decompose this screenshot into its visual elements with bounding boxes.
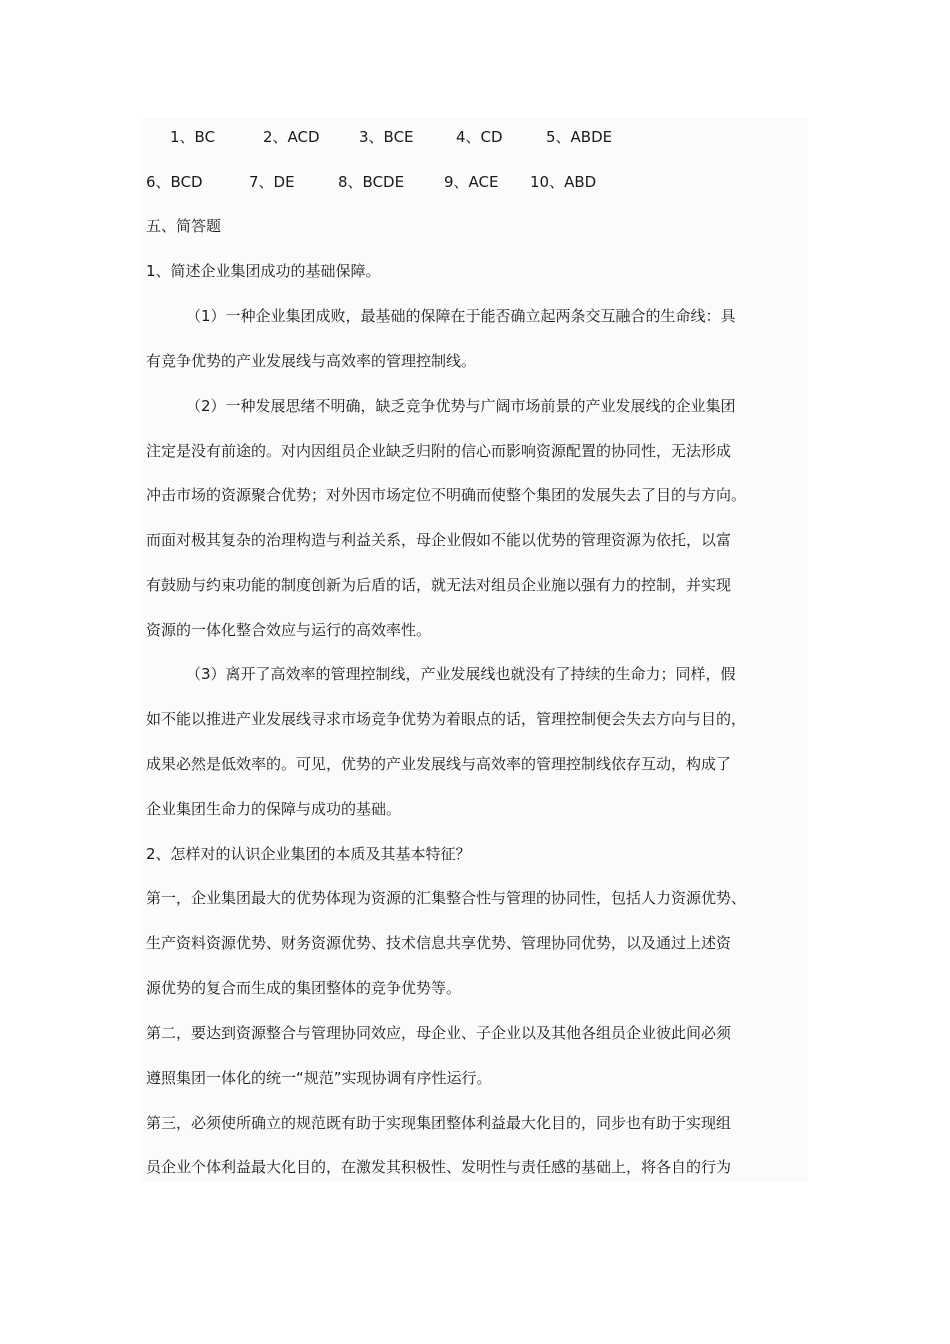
q1-paragraph-line: 注定是没有前途的。对内因组员企业缺乏归附的信心而影响资源配置的协同性，无法形成 <box>146 442 732 460</box>
q1-paragraph-line: 企业集团生命力的保障与成功的基础。 <box>146 800 402 818</box>
q2-paragraph-line: 遵照集团一体化的统一“规范”实现协调有序性运行。 <box>146 1069 492 1087</box>
q1-paragraph-line: 有鼓励与约束功能的制度创新为后盾的话，就无法对组员企业施以强有力的控制，并实现 <box>146 576 732 594</box>
answer-3: 3、BCE <box>359 128 414 146</box>
q2-paragraph-line: 生产资料资源优势、财务资源优势、技术信息共享优势、管理协同优势，以及通过上述资 <box>146 934 732 952</box>
q1-paragraph-line: （3）离开了高效率的管理控制线，产业发展线也就没有了持续的生命力；同样，假 <box>186 665 736 683</box>
q1-paragraph-line: 资源的一体化整合效应与运行的高效率性。 <box>146 621 432 639</box>
q1-paragraph-line: 如不能以推进产业发展线寻求市场竞争优势为着眼点的话，管理控制便会失去方向与目的， <box>146 710 747 728</box>
q2-paragraph-line: 第二，要达到资源整合与管理协同效应，母企业、子企业以及其他各组员企业彼此间必须 <box>146 1024 732 1042</box>
answer-1: 1、BC <box>170 128 216 146</box>
answer-2: 2、ACD <box>263 128 320 146</box>
answer-7: 7、DE <box>249 173 295 191</box>
q2-paragraph-line: 第三，必须使所确立的规范既有助于实现集团整体利益最大化目的，同步也有助于实现组 <box>146 1114 732 1132</box>
answer-9: 9、ACE <box>444 173 499 191</box>
question-2-title: 2、怎样对的认识企业集团的本质及其基本特征？ <box>146 845 471 863</box>
q1-paragraph-line: 而面对极其复杂的治理构造与利益关系，母企业假如不能以优势的管理资源为依托，以富 <box>146 531 732 549</box>
q1-paragraph-line: 成果必然是低效率的。可见，优势的产业发展线与高效率的管理控制线依存互动，构成了 <box>146 755 732 773</box>
q1-paragraph-line: 冲击市场的资源聚合优势；对外因市场定位不明确而使整个集团的发展失去了目的与方向。 <box>146 486 747 504</box>
q1-paragraph-line: 有竞争优势的产业发展线与高效率的管理控制线。 <box>146 352 477 370</box>
q1-paragraph-line: （2）一种发展思绪不明确，缺乏竞争优势与广阔市场前景的产业发展线的企业集团 <box>186 397 736 415</box>
answer-8: 8、BCDE <box>338 173 405 191</box>
answer-6: 6、BCD <box>146 173 203 191</box>
answer-5: 5、ABDE <box>546 128 613 146</box>
question-1-title: 1、简述企业集团成功的基础保障。 <box>146 262 381 280</box>
answer-10: 10、ABD <box>530 173 597 191</box>
q2-paragraph-line: 源优势的复合而生成的集团整体的竞争优势等。 <box>146 979 462 997</box>
q2-paragraph-line: 员企业个体利益最大化目的，在激发其积极性、发明性与责任感的基础上，将各自的行为 <box>146 1158 732 1176</box>
q2-paragraph-line: 第一，企业集团最大的优势体现为资源的汇集整合性与管理的协同性，包括人力资源优势、 <box>146 889 747 907</box>
q1-paragraph-line: （1）一种企业集团成败，最基础的保障在于能否确立起两条交互融合的生命线：具 <box>186 307 736 325</box>
section-heading: 五、简答题 <box>146 217 222 235</box>
answer-4: 4、CD <box>456 128 503 146</box>
